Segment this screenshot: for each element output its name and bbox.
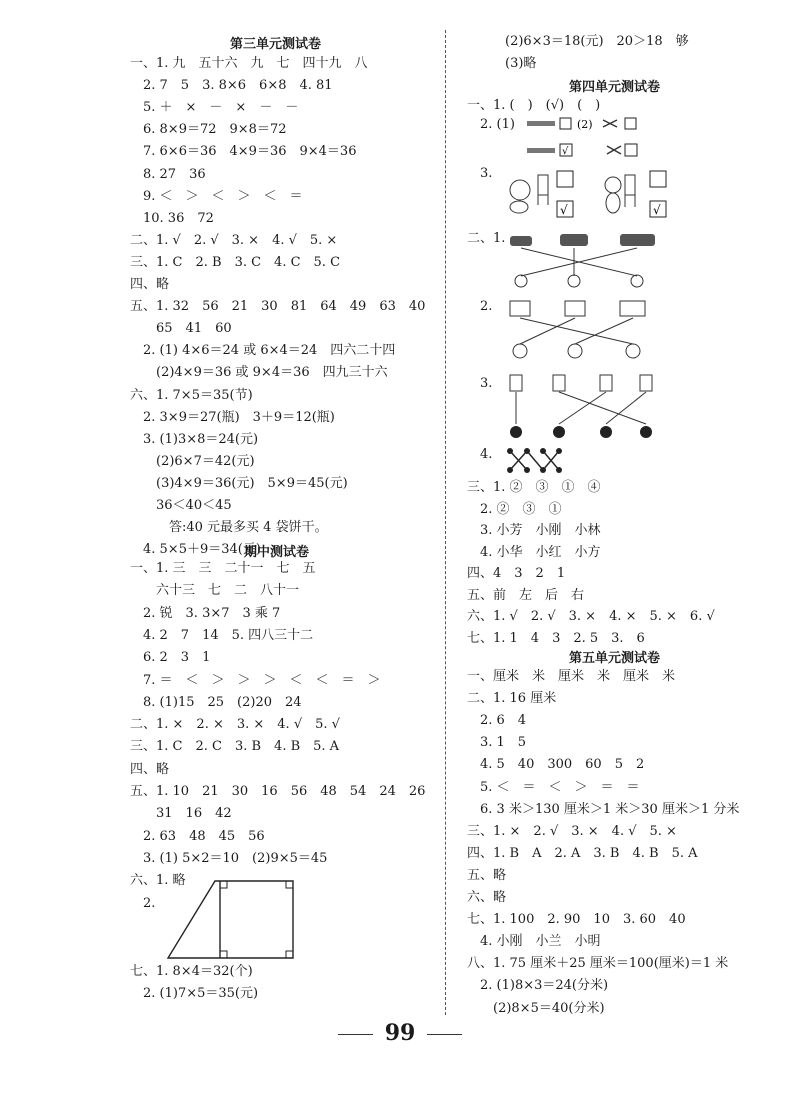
answer-line: 3. (1)3×8＝24(元) — [130, 431, 259, 447]
answer-line: 三、1. × 2. √ 3. × 4. √ 5. × — [467, 823, 677, 839]
scissors-icon — [607, 146, 621, 154]
right-angle-mark — [286, 881, 293, 888]
answer-line: 4. 2 7 14 5. 四八三十二 — [130, 627, 314, 643]
answer-line: 2. (1)8×3＝24(分米) — [467, 978, 609, 994]
pencil-scissors-row-2 — [525, 142, 645, 160]
answer-line: 六、1. 略 — [130, 873, 186, 889]
answer-line: 2. ② ③ ① — [467, 501, 562, 517]
answer-line: 3. — [467, 376, 493, 391]
answer-line: 六、略 — [467, 890, 507, 905]
answer-line: 一、厘米 米 厘米 米 厘米 米 — [467, 669, 676, 684]
answer-line: 2. (1)7×5＝35(元) — [130, 986, 259, 1001]
answer-line: 二、1. √ 2. √ 3. × 4. √ 5. × — [130, 232, 338, 248]
object-icon — [600, 375, 612, 391]
piano-icon — [565, 301, 585, 316]
answer-line: 五、1. 32 56 21 30 81 64 49 63 40 — [130, 299, 426, 315]
answer-line: 6. 8×9＝72 9×8＝72 — [130, 122, 287, 138]
answer-line: 3. 1 5 — [467, 735, 527, 751]
cars-matching-figure — [505, 228, 665, 290]
answer-line: 五、略 — [467, 867, 507, 883]
answer-line: 4. 5×5＋9＝34(元) — [130, 542, 261, 558]
puppy-icon — [510, 180, 530, 200]
svg-text:(2): (2) — [577, 118, 593, 131]
piano-icon — [510, 301, 530, 316]
answer-line: (2)6×7＝42(元) — [130, 453, 255, 469]
car-icon — [560, 234, 588, 246]
objects-matching-figure — [505, 372, 665, 440]
trapezoid-figure — [165, 878, 300, 963]
answer-line: 一、1. 三 三 二十一 七 五 — [130, 561, 316, 576]
head-icon — [553, 426, 565, 438]
answer-line: 二、1. 16 厘米 — [467, 691, 557, 707]
answer-line: 9. ＜ ＞ ＜ ＞ ＜ ＝ — [130, 188, 303, 204]
child-icon — [513, 344, 527, 358]
answer-line: 一、1. 九 五十六 九 七 四十九 八 — [130, 56, 368, 71]
answer-line: 三、1. C 2. C 3. B 4. B 5. A — [130, 739, 340, 755]
answer-line: (2)6×3＝18(元) 20＞18 够 — [505, 34, 689, 49]
answer-line: (2)4×9＝36 或 9×4＝36 四九三十六 — [130, 365, 388, 381]
answer-line: 3. (1) 5×2＝10 (2)9×5＝45 — [130, 850, 328, 866]
answer-line: 36＜40＜45 — [130, 498, 232, 513]
answer-line: 八、1. 75 厘米＋25 厘米＝100(厘米)＝1 米 — [467, 956, 729, 972]
object-icon — [640, 375, 652, 391]
animals-chairs-figure — [505, 165, 670, 221]
right-angle-mark — [220, 951, 227, 958]
child-icon — [568, 344, 582, 358]
right-angle-mark — [220, 881, 227, 888]
pianos-matching-figure — [505, 296, 665, 360]
head-icon — [510, 426, 522, 438]
answer-line: 2. — [467, 299, 493, 314]
answer-line: 三、1. ② ③ ① ④ — [467, 480, 601, 495]
answer-line: 4. 小刚 小兰 小明 — [467, 934, 601, 950]
pencil-icon — [527, 121, 555, 126]
answer-line: 四、1. B A 2. A 3. B 4. B 5. A — [467, 845, 698, 861]
answer-line: 8. (1)15 25 (2)20 24 — [130, 694, 302, 710]
answer-line: 3. — [467, 166, 493, 181]
answer-line: 7. ＝ ＜ ＞ ＞ ＞ ＜ ＜ ＝ ＞ — [130, 672, 381, 688]
answer-line: 2. (1) 4×6＝24 或 6×4＝24 四六二十四 — [130, 343, 396, 359]
answer-line: (3)略 — [505, 56, 537, 71]
answer-line: 七、1. 100 2. 90 10 3. 60 40 — [467, 912, 686, 928]
car-icon — [620, 234, 655, 246]
head-icon — [600, 426, 612, 438]
answer-line: 4. 小华 小红 小方 — [467, 544, 601, 560]
svg-text:√: √ — [562, 146, 569, 157]
answer-line: 5. ＋ × － × － － — [130, 100, 299, 116]
answer-line: 65 41 60 — [130, 321, 232, 337]
answer-line: 3. 小芳 小刚 小林 — [467, 523, 601, 538]
page-number: 99 — [384, 1020, 416, 1046]
midterm-title: 期中测试卷 — [244, 545, 310, 560]
animal-icon — [515, 275, 527, 287]
answer-line: 二、1. — [467, 231, 506, 246]
unit3-title: 第三单元测试卷 — [230, 37, 322, 52]
answer-line: 六、1. √ 2. √ 3. × 4. × 5. × 6. √ — [467, 609, 715, 624]
answer-line: 4. 5 40 300 60 5 2 — [467, 757, 645, 773]
unit4-title: 第四单元测试卷 — [569, 80, 661, 95]
animal-icon — [568, 275, 580, 287]
answer-line: 6. 2 3 1 — [130, 650, 211, 666]
answer-line: 5. ＜ ＝ ＜ ＞ ＝ ＝ — [467, 779, 640, 795]
answer-line: 七、1. 8×4＝32(个) — [130, 964, 253, 979]
answer-line: 2. (1) — [467, 117, 515, 132]
object-icon — [510, 375, 522, 391]
column-divider — [445, 30, 446, 1015]
answer-line: 2. 63 48 45 56 — [130, 828, 265, 844]
unit5-title: 第五单元测试卷 — [569, 651, 661, 666]
answer-line: 五、1. 10 21 30 16 56 48 54 24 26 — [130, 784, 426, 799]
answer-line: 七、1. 1 4 3 2. 5 3. 6 — [467, 630, 645, 646]
answer-line: 一、1. ( ) (√) ( ) — [467, 98, 601, 113]
answer-line: 四、略 — [130, 277, 170, 292]
answer-line: 2. 7 5 3. 8×6 6×8 4. 81 — [130, 78, 333, 94]
scissors-icon — [603, 120, 617, 127]
answer-line: (3)4×9＝36(元) 5×9＝45(元) — [130, 475, 348, 491]
answer-line: 答:40 元最多买 4 袋饼干。 — [130, 520, 328, 536]
answer-line: (2)8×5＝40(分米) — [467, 1000, 605, 1016]
monkey-icon — [605, 177, 621, 193]
answer-line: 2. — [130, 895, 156, 911]
answer-line: 31 16 42 — [130, 806, 232, 822]
car-icon — [510, 236, 532, 246]
answer-line: 6. 3 米＞130 厘米＞1 米＞30 厘米＞1 分米 — [467, 801, 740, 817]
answer-line: 2. 3×9＝27(瓶) 3＋9＝12(瓶) — [130, 409, 335, 425]
chair-icon — [625, 175, 635, 195]
answer-line: 四、略 — [130, 761, 170, 777]
right-angle-mark — [286, 951, 293, 958]
answer-line: 二、1. × 2. × 3. × 4. √ 5. √ — [130, 717, 340, 733]
pencil-icon — [527, 148, 555, 153]
chair-icon — [538, 175, 548, 195]
answer-line: 六十三 七 二 八十一 — [130, 583, 300, 599]
page-footer — [0, 1020, 800, 1046]
answer-line: 六、1. 7×5＝35(节) — [130, 387, 253, 403]
answer-line: 2. 6 4 — [467, 713, 527, 729]
trapezoid-shape — [168, 881, 293, 958]
svg-text:√: √ — [560, 203, 568, 217]
answer-line: 三、1. C 2. B 3. C 4. C 5. C — [130, 254, 341, 270]
answer-line: 五、前 左 后 右 — [467, 587, 585, 603]
answer-line: 8. 27 36 — [130, 166, 206, 182]
answer-line: 4. — [467, 447, 493, 462]
object-icon — [553, 375, 565, 391]
answer-line: 10. 36 72 — [130, 210, 214, 226]
dots-matching-figure — [505, 446, 565, 476]
animal-icon — [631, 275, 643, 287]
answer-line: 7. 6×6＝36 4×9＝36 9×4＝36 — [130, 144, 357, 160]
child-icon — [626, 344, 640, 358]
pencil-scissors-row — [525, 117, 645, 131]
svg-text:√: √ — [653, 203, 661, 217]
head-icon — [640, 426, 652, 438]
answer-line: 四、4 3 2 1 — [467, 566, 566, 581]
answer-line: 2. 锐 3. 3×7 3 乘 7 — [130, 605, 281, 621]
piano-icon — [620, 301, 645, 316]
